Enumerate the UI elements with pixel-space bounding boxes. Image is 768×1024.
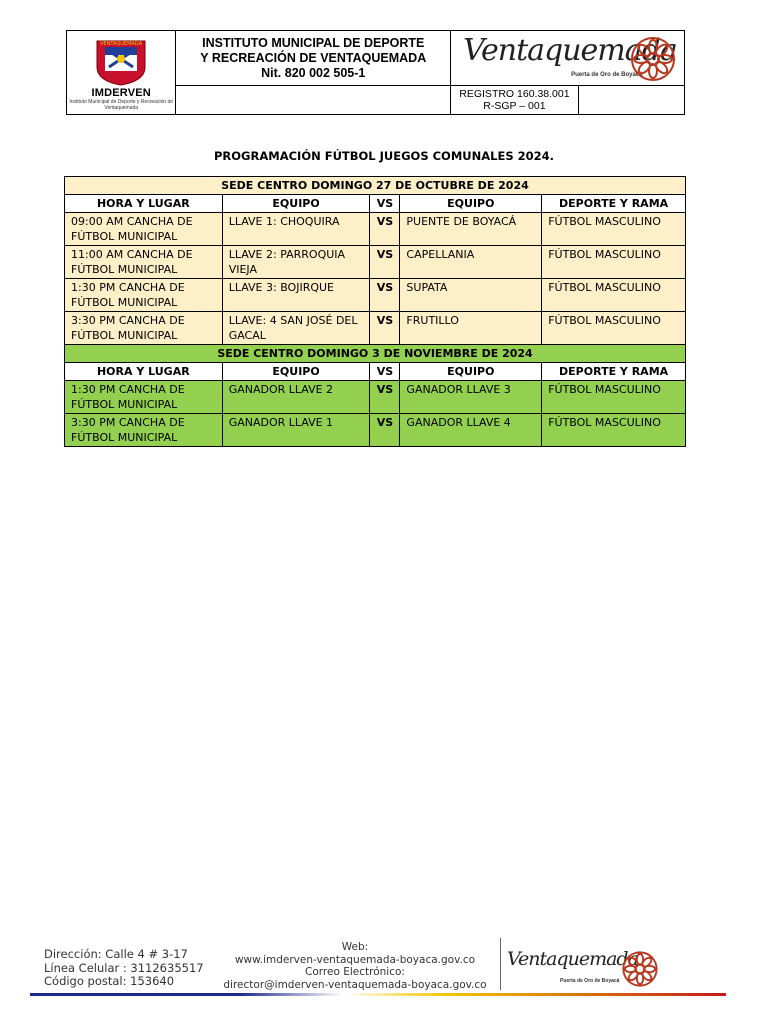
section-band-text: SEDE CENTRO DOMINGO 3 DE NOVIEMBRE DE 2024 [65, 345, 686, 363]
cell-equipo1: GANADOR LLAVE 2 [222, 381, 370, 414]
cell-deporte: FÚTBOL MASCULINO [542, 381, 686, 414]
document-header [66, 30, 685, 115]
footer-postal: Código postal: 153640 [44, 974, 175, 988]
cell-hora: 3:30 PM CANCHA DE FÚTBOL MUNICIPAL [65, 414, 223, 447]
cell-hora: 09:00 AM CANCHA DE FÚTBOL MUNICIPAL [65, 213, 223, 246]
footer-color-bar [30, 993, 726, 996]
cell-vs: VS [370, 246, 400, 279]
logo-cell [67, 31, 176, 115]
column-header: EQUIPO [400, 363, 542, 381]
cell-vs: VS [370, 381, 400, 414]
cell-vs: VS [370, 213, 400, 246]
section2-band [65, 345, 686, 363]
cell-hora: 11:00 AM CANCHA DE FÚTBOL MUNICIPAL [65, 246, 223, 279]
table-row [65, 246, 686, 279]
cell-vs: VS [370, 414, 400, 447]
flower-emblem-icon [628, 35, 678, 83]
imderven-shield-logo [91, 37, 151, 87]
column-header: VS [370, 363, 400, 381]
institution-nit: Nit. 820 002 505-1 [261, 65, 366, 80]
imderven-name: IMDERVEN [91, 86, 151, 99]
column-header: HORA Y LUGAR [65, 363, 223, 381]
column-header: HORA Y LUGAR [65, 195, 223, 213]
section1-band [65, 177, 686, 195]
footer-web-link[interactable]: www.imderven-ventaquemada-boyaca.gov.co [234, 953, 476, 966]
cell-equipo1: LLAVE 3: BOJIRQUE [222, 279, 370, 312]
column-header: EQUIPO [222, 363, 370, 381]
section-band-text: SEDE CENTRO DOMINGO 27 DE OCTUBRE DE 2024 [65, 177, 686, 195]
logo-arc-text: VENTAQUEMADA [100, 40, 143, 47]
column-header: VS [370, 195, 400, 213]
rsgp-code: R-SGP – 001 [483, 100, 546, 112]
column-header-row [65, 195, 686, 213]
cell-deporte: FÚTBOL MASCULINO [542, 213, 686, 246]
cell-equipo1: LLAVE: 4 SAN JOSÉ DEL GACAL [222, 312, 370, 345]
cell-equipo2: GANADOR LLAVE 4 [400, 414, 542, 447]
cell-equipo1: GANADOR LLAVE 1 [222, 414, 370, 447]
registro-cell [451, 86, 579, 115]
column-header-row [65, 363, 686, 381]
table-row [65, 213, 686, 246]
imderven-sub: Instituto Municipal de Deporte y Recreación de Ventaquemada [69, 98, 174, 111]
footer-web-block [210, 941, 500, 991]
footer-email-label: Correo Electrónico: [305, 966, 405, 978]
cell-equipo1: LLAVE 1: CHOQUIRA [222, 213, 370, 246]
column-header: EQUIPO [400, 195, 542, 213]
cell-vs: VS [370, 279, 400, 312]
cell-deporte: FÚTBOL MASCULINO [542, 312, 686, 345]
footer-phone: Línea Celular : 3112635517 [44, 960, 204, 975]
footer-separator [500, 938, 501, 990]
footer-wordmark: Ventaquemada [507, 948, 638, 970]
table-row [65, 312, 686, 345]
cell-equipo2: PUENTE DE BOYACÁ [400, 213, 542, 246]
brand-cell [451, 31, 685, 86]
footer-email-link[interactable]: director@imderven-ventaquemada-boyaca.gov.co [223, 978, 487, 991]
institution-line2: Y RECREACIÓN DE VENTAQUEMADA [200, 50, 427, 65]
cell-deporte: FÚTBOL MASCULINO [542, 246, 686, 279]
footer-address-block [44, 948, 204, 989]
cell-deporte: FÚTBOL MASCULINO [542, 279, 686, 312]
footer-tagline: Puerta de Oro de Boyacá [560, 978, 620, 984]
cell-hora: 1:30 PM CANCHA DE FÚTBOL MUNICIPAL [65, 381, 223, 414]
document-title: PROGRAMACIÓN FÚTBOL JUEGOS COMUNALES 2024. [214, 149, 554, 163]
table-row [65, 279, 686, 312]
registro-number: REGISTRO 160.38.001 [459, 88, 570, 100]
cell-equipo2: CAPELLANIA [400, 246, 542, 279]
cell-equipo2: GANADOR LLAVE 3 [400, 381, 542, 414]
cell-vs: VS [370, 312, 400, 345]
table-row [65, 414, 686, 447]
cell-hora: 3:30 PM CANCHA DE FÚTBOL MUNICIPAL [65, 312, 223, 345]
cell-hora: 1:30 PM CANCHA DE FÚTBOL MUNICIPAL [65, 279, 223, 312]
header-empty-cell-right [578, 86, 684, 115]
cell-equipo2: FRUTILLO [400, 312, 542, 345]
footer-flower-icon [620, 950, 660, 988]
header-empty-cell [176, 86, 451, 115]
footer-address: Dirección: Calle 4 # 3-17 [44, 947, 188, 961]
institution-line1: INSTITUTO MUNICIPAL DE DEPORTE [202, 35, 425, 50]
cell-equipo1: LLAVE 2: PARROQUIA VIEJA [222, 246, 370, 279]
institution-cell [176, 31, 451, 86]
column-header: EQUIPO [222, 195, 370, 213]
cell-equipo2: SUPATA [400, 279, 542, 312]
ventaquemada-wordmark: Ventaquemada [463, 33, 677, 68]
schedule-table [64, 176, 686, 447]
footer-web-label: Web: [341, 941, 369, 953]
cell-deporte: FÚTBOL MASCULINO [542, 414, 686, 447]
column-header: DEPORTE Y RAMA [542, 363, 686, 381]
brand-tagline: Puerta de Oro de Boyacá [571, 72, 643, 78]
table-row [65, 381, 686, 414]
column-header: DEPORTE Y RAMA [542, 195, 686, 213]
